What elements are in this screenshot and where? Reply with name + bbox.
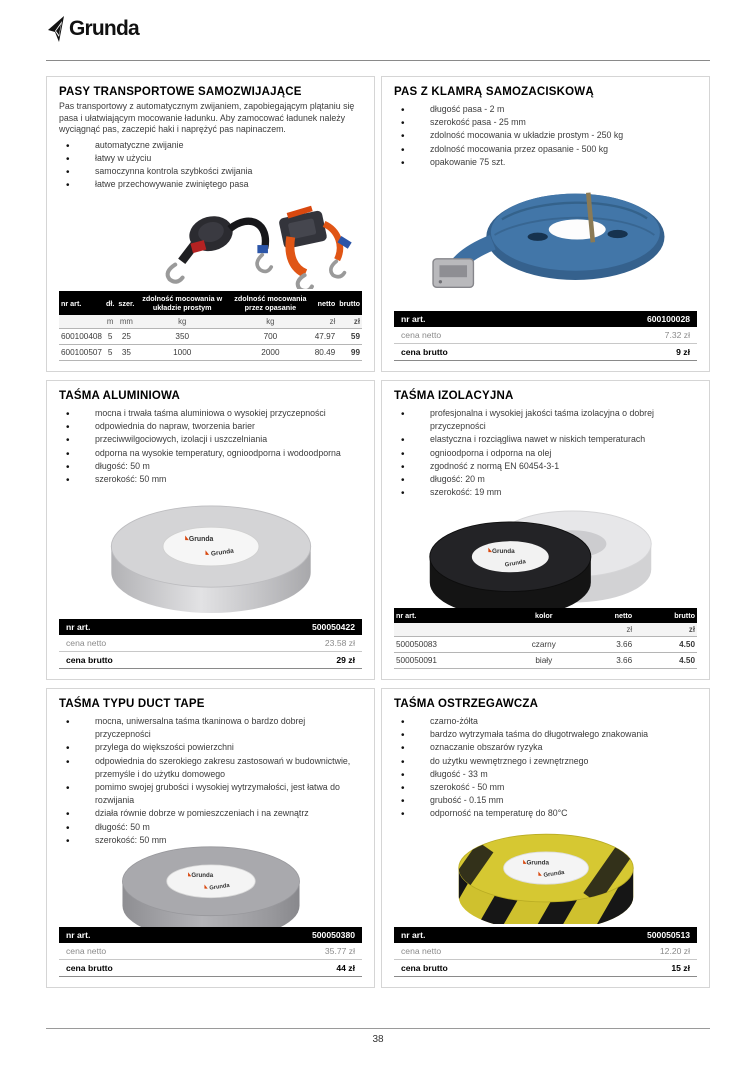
bullet-item: • ognioodporna i odporna na olej bbox=[394, 447, 697, 460]
art-label: nr art. bbox=[394, 927, 550, 943]
column-header: netto bbox=[614, 611, 633, 620]
data-cell: 1000 bbox=[136, 345, 228, 361]
art-value: 500050380 bbox=[215, 927, 362, 943]
art-label: nr art. bbox=[394, 311, 550, 327]
bullet-item: • pomimo swojej grubości i wysokiej wytrzymałości, jest łatwa do rozwijania bbox=[59, 781, 362, 807]
art-value: 600100028 bbox=[550, 311, 697, 327]
section-description: Pas transportowy z automatycznym zwijaniem, zapobiegającym plątaniu się pasa i ułatwiającym mocowanie ładunku. Aby zamocować ładunek należy wyciągnąć pas, zaczepić haki i naprężyć pas napinaczem. bbox=[59, 101, 355, 135]
netto-value: 7.32 zł bbox=[550, 327, 697, 344]
netto-row bbox=[394, 327, 697, 344]
bullet-item: • mocna, uniwersalna taśma tkaninowa o bardzo dobrej przyczepności bbox=[59, 715, 362, 741]
unit-cell: kg bbox=[228, 315, 313, 329]
insulating-tape-image bbox=[421, 500, 671, 608]
section-pasy-transportowe bbox=[46, 76, 375, 372]
netto-row bbox=[394, 943, 697, 960]
bullet-item: • działa równie dobrze w pomieszczeniach i na zewnątrz bbox=[59, 807, 362, 820]
data-cell: 99 bbox=[337, 345, 362, 361]
column-header: dł. bbox=[105, 298, 115, 308]
price-table bbox=[394, 927, 697, 977]
header-divider bbox=[46, 60, 710, 61]
bullet-item: • odpowiednia do napraw, tworzenia barier bbox=[59, 420, 362, 433]
bullet-item: • elastyczna i rozciągliwa nawet w niskich temperaturach bbox=[394, 433, 697, 446]
units-row bbox=[59, 315, 362, 329]
bullet-item: • zgodność z normą EN 60454-3-1 bbox=[394, 460, 697, 473]
table-row bbox=[59, 329, 362, 345]
data-cell: 500050091 bbox=[394, 653, 508, 669]
bullet-item: • długość pasa - 2 m bbox=[394, 103, 697, 116]
data-cell: 5 bbox=[104, 345, 116, 361]
product-image-blue-strap bbox=[394, 169, 697, 311]
section-title: TAŚMA OSTRZEGAWCZA bbox=[394, 698, 539, 710]
section-title: TAŚMA TYPU DUCT TAPE bbox=[59, 698, 205, 710]
product-image-warning-tape bbox=[394, 821, 697, 928]
bullet-item: • przeciwwilgociowych, izolacji i uszczelniania bbox=[59, 433, 362, 446]
data-cell: 59 bbox=[337, 329, 362, 345]
svg-text:Grunda: Grunda bbox=[526, 859, 549, 867]
svg-text:Grunda: Grunda bbox=[208, 882, 230, 892]
product-image-ratchet-straps bbox=[59, 192, 362, 291]
bullet-item: • długość: 50 m bbox=[59, 460, 362, 473]
section-pas-klamra bbox=[381, 76, 710, 372]
product-image-duct-tape bbox=[59, 847, 362, 927]
art-label: nr art. bbox=[59, 619, 215, 635]
bullet-item: • szerokość: 50 mm bbox=[59, 473, 362, 486]
footer-divider bbox=[46, 1028, 710, 1029]
brutto-label: cena brutto bbox=[394, 960, 550, 977]
column-header: netto bbox=[317, 298, 336, 308]
unit-cell: zł bbox=[313, 315, 338, 329]
art-value: 500050513 bbox=[550, 927, 697, 943]
bullet-item: • szerokość pasa - 25 mm bbox=[394, 116, 697, 129]
data-cell: 25 bbox=[116, 329, 136, 345]
brutto-row bbox=[59, 652, 362, 669]
unit-cell: zł bbox=[634, 623, 697, 637]
section-tasma-ostrzegawcza bbox=[381, 688, 710, 988]
data-cell: 2000 bbox=[228, 345, 313, 361]
section-title: PASY TRANSPORTOWE SAMOZWIJAJĄCE bbox=[59, 86, 302, 98]
unit-cell: zł bbox=[337, 315, 362, 329]
unit-cell bbox=[508, 623, 579, 637]
netto-value: 23.58 zł bbox=[215, 635, 362, 652]
bullet-item: • zdolność mocowania w układzie prostym - 250 kg bbox=[394, 129, 697, 142]
bullet-item: • odporność na temperaturę do 80°C bbox=[394, 807, 697, 820]
bullet-item: • długość: 50 m bbox=[59, 821, 362, 834]
data-cell: 500050083 bbox=[394, 637, 508, 653]
price-table bbox=[394, 311, 697, 361]
bullet-item: • czarno-żółta bbox=[394, 715, 697, 728]
brand-logo-icon bbox=[46, 16, 66, 42]
bullet-item: • szerokość: 19 mm bbox=[394, 486, 697, 499]
bullet-item: • mocna i trwała taśma aluminiowa o wysokiej przyczepności bbox=[59, 407, 362, 420]
svg-text:Grunda: Grunda bbox=[542, 869, 565, 879]
unit-cell bbox=[59, 315, 104, 329]
bullet-item: • przylega do większości powierzchni bbox=[59, 741, 362, 754]
data-cell: 600100408 bbox=[59, 329, 104, 345]
data-cell: 3.66 bbox=[579, 653, 634, 669]
art-row bbox=[394, 311, 697, 327]
product-image-insulating-tape bbox=[394, 499, 697, 608]
data-cell: 600100507 bbox=[59, 345, 104, 361]
unit-cell: m bbox=[104, 315, 116, 329]
netto-row bbox=[59, 635, 362, 652]
table-row bbox=[394, 653, 697, 669]
warning-tape-image bbox=[446, 824, 646, 924]
brutto-row bbox=[59, 960, 362, 977]
brand-name: Grunda bbox=[69, 17, 139, 40]
brutto-value: 15 zł bbox=[550, 960, 697, 977]
feature-list bbox=[59, 139, 362, 192]
column-header: kolor bbox=[534, 611, 553, 620]
data-cell: 4.50 bbox=[634, 653, 697, 669]
unit-cell: kg bbox=[136, 315, 228, 329]
bullet-item: • odpowiednia do szerokiego zakresu zastosowań w budownictwie, przemyśle i do użytku domowego bbox=[59, 755, 362, 781]
section-title: TAŚMA IZOLACYJNA bbox=[394, 390, 514, 402]
art-row bbox=[59, 619, 362, 635]
unit-cell: zł bbox=[579, 623, 634, 637]
data-cell: czarny bbox=[508, 637, 579, 653]
netto-label: cena netto bbox=[59, 635, 215, 652]
svg-text:Grunda: Grunda bbox=[504, 558, 526, 569]
bullet-item: • długość: 20 m bbox=[394, 473, 697, 486]
data-cell: 350 bbox=[136, 329, 228, 345]
brutto-value: 9 zł bbox=[550, 344, 697, 361]
price-table bbox=[59, 927, 362, 977]
spec-table bbox=[394, 608, 697, 669]
bullet-item: • opakowanie 75 szt. bbox=[394, 156, 697, 169]
art-label: nr art. bbox=[59, 927, 215, 943]
product-image-aluminum-tape bbox=[59, 486, 362, 619]
bullet-item: • szerokość: 50 mm bbox=[59, 834, 362, 847]
data-cell: 5 bbox=[104, 329, 116, 345]
bullet-item: • grubość - 0.15 mm bbox=[394, 794, 697, 807]
unit-cell bbox=[394, 623, 508, 637]
netto-row bbox=[59, 943, 362, 960]
bullet-item: • automatyczne zwijanie bbox=[59, 139, 362, 152]
column-header: szer. bbox=[118, 298, 135, 308]
bullet-item: • długość - 33 m bbox=[394, 768, 697, 781]
netto-value: 12.20 zł bbox=[550, 943, 697, 960]
data-cell: 47.97 bbox=[313, 329, 338, 345]
section-title: TAŚMA ALUMINIOWA bbox=[59, 390, 180, 402]
feature-list bbox=[394, 103, 697, 169]
page-number: 38 bbox=[372, 1034, 384, 1045]
bullet-item: • łatwe przechowywanie zwiniętego pasa bbox=[59, 178, 362, 191]
section-tasma-izolacyjna bbox=[381, 380, 710, 680]
netto-label: cena netto bbox=[394, 327, 550, 344]
table-row bbox=[59, 345, 362, 361]
art-row bbox=[394, 927, 697, 943]
brand-logo bbox=[46, 16, 139, 42]
column-header: zdolność mocowania w układzie prostym bbox=[142, 294, 223, 312]
brutto-value: 44 zł bbox=[215, 960, 362, 977]
data-cell: 4.50 bbox=[634, 637, 697, 653]
spec-table bbox=[59, 291, 362, 361]
brutto-label: cena brutto bbox=[394, 344, 550, 361]
column-header: nr art. bbox=[61, 298, 82, 308]
brutto-row bbox=[394, 344, 697, 361]
bullet-item: • bardzo wytrzymała taśma do długotrwałego znakowania bbox=[394, 728, 697, 741]
blue-strap-image bbox=[416, 178, 676, 302]
bullet-item: • odporna na wysokie temperatury, ognioodporna i wodoodporna bbox=[59, 447, 362, 460]
data-cell: 700 bbox=[228, 329, 313, 345]
data-cell: 3.66 bbox=[579, 637, 634, 653]
bullet-item: • do użytku wewnętrznego i zewnętrznego bbox=[394, 755, 697, 768]
bullet-item: • samoczynna kontrola szybkości zwijania bbox=[59, 165, 362, 178]
bullet-item: • zdolność mocowania przez opasanie - 500 kg bbox=[394, 143, 697, 156]
brutto-label: cena brutto bbox=[59, 960, 215, 977]
column-header: brutto bbox=[339, 298, 360, 308]
feature-list bbox=[59, 407, 362, 486]
bullet-item: • łatwy w użyciu bbox=[59, 152, 362, 165]
feature-list bbox=[59, 715, 362, 847]
feature-list bbox=[394, 407, 697, 499]
data-cell: biały bbox=[508, 653, 579, 669]
bullet-item: • oznaczanie obszarów ryzyka bbox=[394, 741, 697, 754]
netto-label: cena netto bbox=[59, 943, 215, 960]
art-row bbox=[59, 927, 362, 943]
duct-tape-image bbox=[105, 837, 317, 937]
section-tasma-aluminiowa bbox=[46, 380, 375, 680]
svg-text:Grunda: Grunda bbox=[190, 872, 213, 880]
product-grid bbox=[46, 76, 710, 988]
brutto-row bbox=[394, 960, 697, 977]
unit-cell: mm bbox=[116, 315, 136, 329]
brutto-label: cena brutto bbox=[59, 652, 215, 669]
table-row bbox=[394, 637, 697, 653]
price-table bbox=[59, 619, 362, 669]
bullet-item: • profesjonalna i wysokiej jakości taśma izolacyjna o dobrej przyczepności bbox=[394, 407, 697, 433]
section-title: PAS Z KLAMRĄ SAMOZACISKOWĄ bbox=[394, 86, 594, 98]
column-header: zdolność mocowania przez opasanie bbox=[234, 294, 307, 312]
aluminum-tape-image bbox=[100, 493, 322, 613]
svg-text:Grunda: Grunda bbox=[210, 547, 234, 558]
ratchet-straps-image bbox=[145, 193, 360, 289]
section-tasma-duct-tape bbox=[46, 688, 375, 988]
netto-label: cena netto bbox=[394, 943, 550, 960]
brutto-value: 29 zł bbox=[215, 652, 362, 669]
data-cell: 35 bbox=[116, 345, 136, 361]
data-cell: 80.49 bbox=[313, 345, 338, 361]
svg-text:Grunda: Grunda bbox=[188, 535, 213, 543]
art-value: 500050422 bbox=[215, 619, 362, 635]
bullet-item: • szerokość - 50 mm bbox=[394, 781, 697, 794]
svg-text:Grunda: Grunda bbox=[491, 547, 515, 555]
units-row bbox=[394, 623, 697, 637]
column-header: brutto bbox=[674, 611, 695, 620]
column-header: nr art. bbox=[396, 611, 417, 620]
netto-value: 35.77 zł bbox=[215, 943, 362, 960]
feature-list bbox=[394, 715, 697, 821]
